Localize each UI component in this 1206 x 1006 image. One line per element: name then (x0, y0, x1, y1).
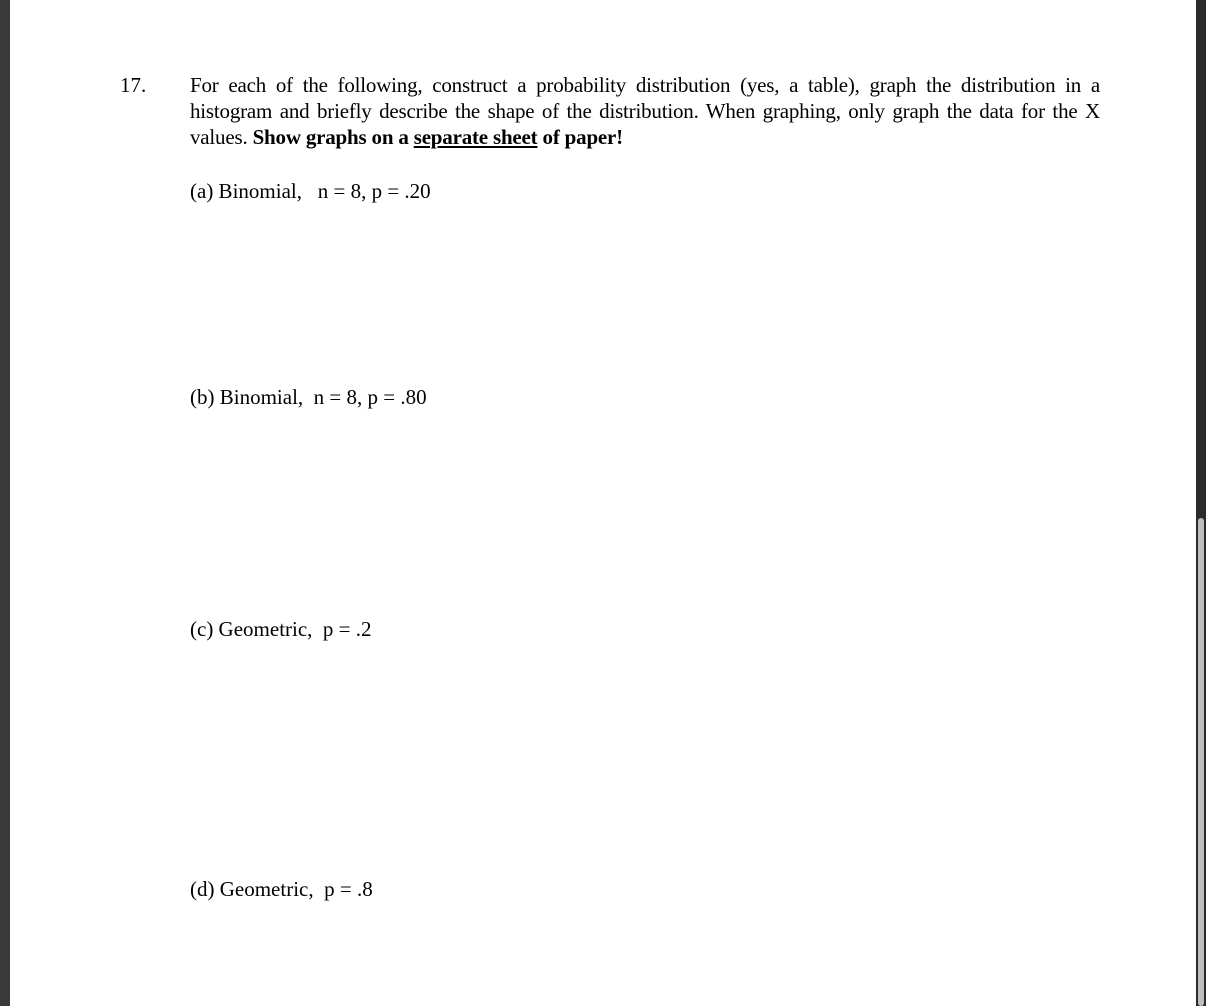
part-b: (b) Binomial, n = 8, p = .80 (190, 385, 427, 409)
question-number: 17. (120, 73, 147, 97)
vertical-scrollbar[interactable] (1196, 0, 1206, 1006)
question-prompt (190, 72, 1100, 150)
part-c: (c) Geometric, p = .2 (190, 617, 372, 641)
part-d: (d) Geometric, p = .8 (190, 877, 373, 901)
prompt-text: For each of the following, construct a probability distribution (yes, a table), graph the distribution in a histogram and briefly describe the shape of the distribution. When graphing, only graph the data for the X values. (190, 73, 1100, 149)
prompt-underlined-text: separate sheet (413, 125, 538, 149)
prompt-bold-text: Show graphs on a separate sheet of paper! (252, 125, 623, 149)
part-a: (a) Binomial, n = 8, p = .20 (190, 179, 431, 203)
scrollbar-thumb[interactable] (1198, 518, 1204, 1006)
document-page (10, 0, 1196, 1006)
